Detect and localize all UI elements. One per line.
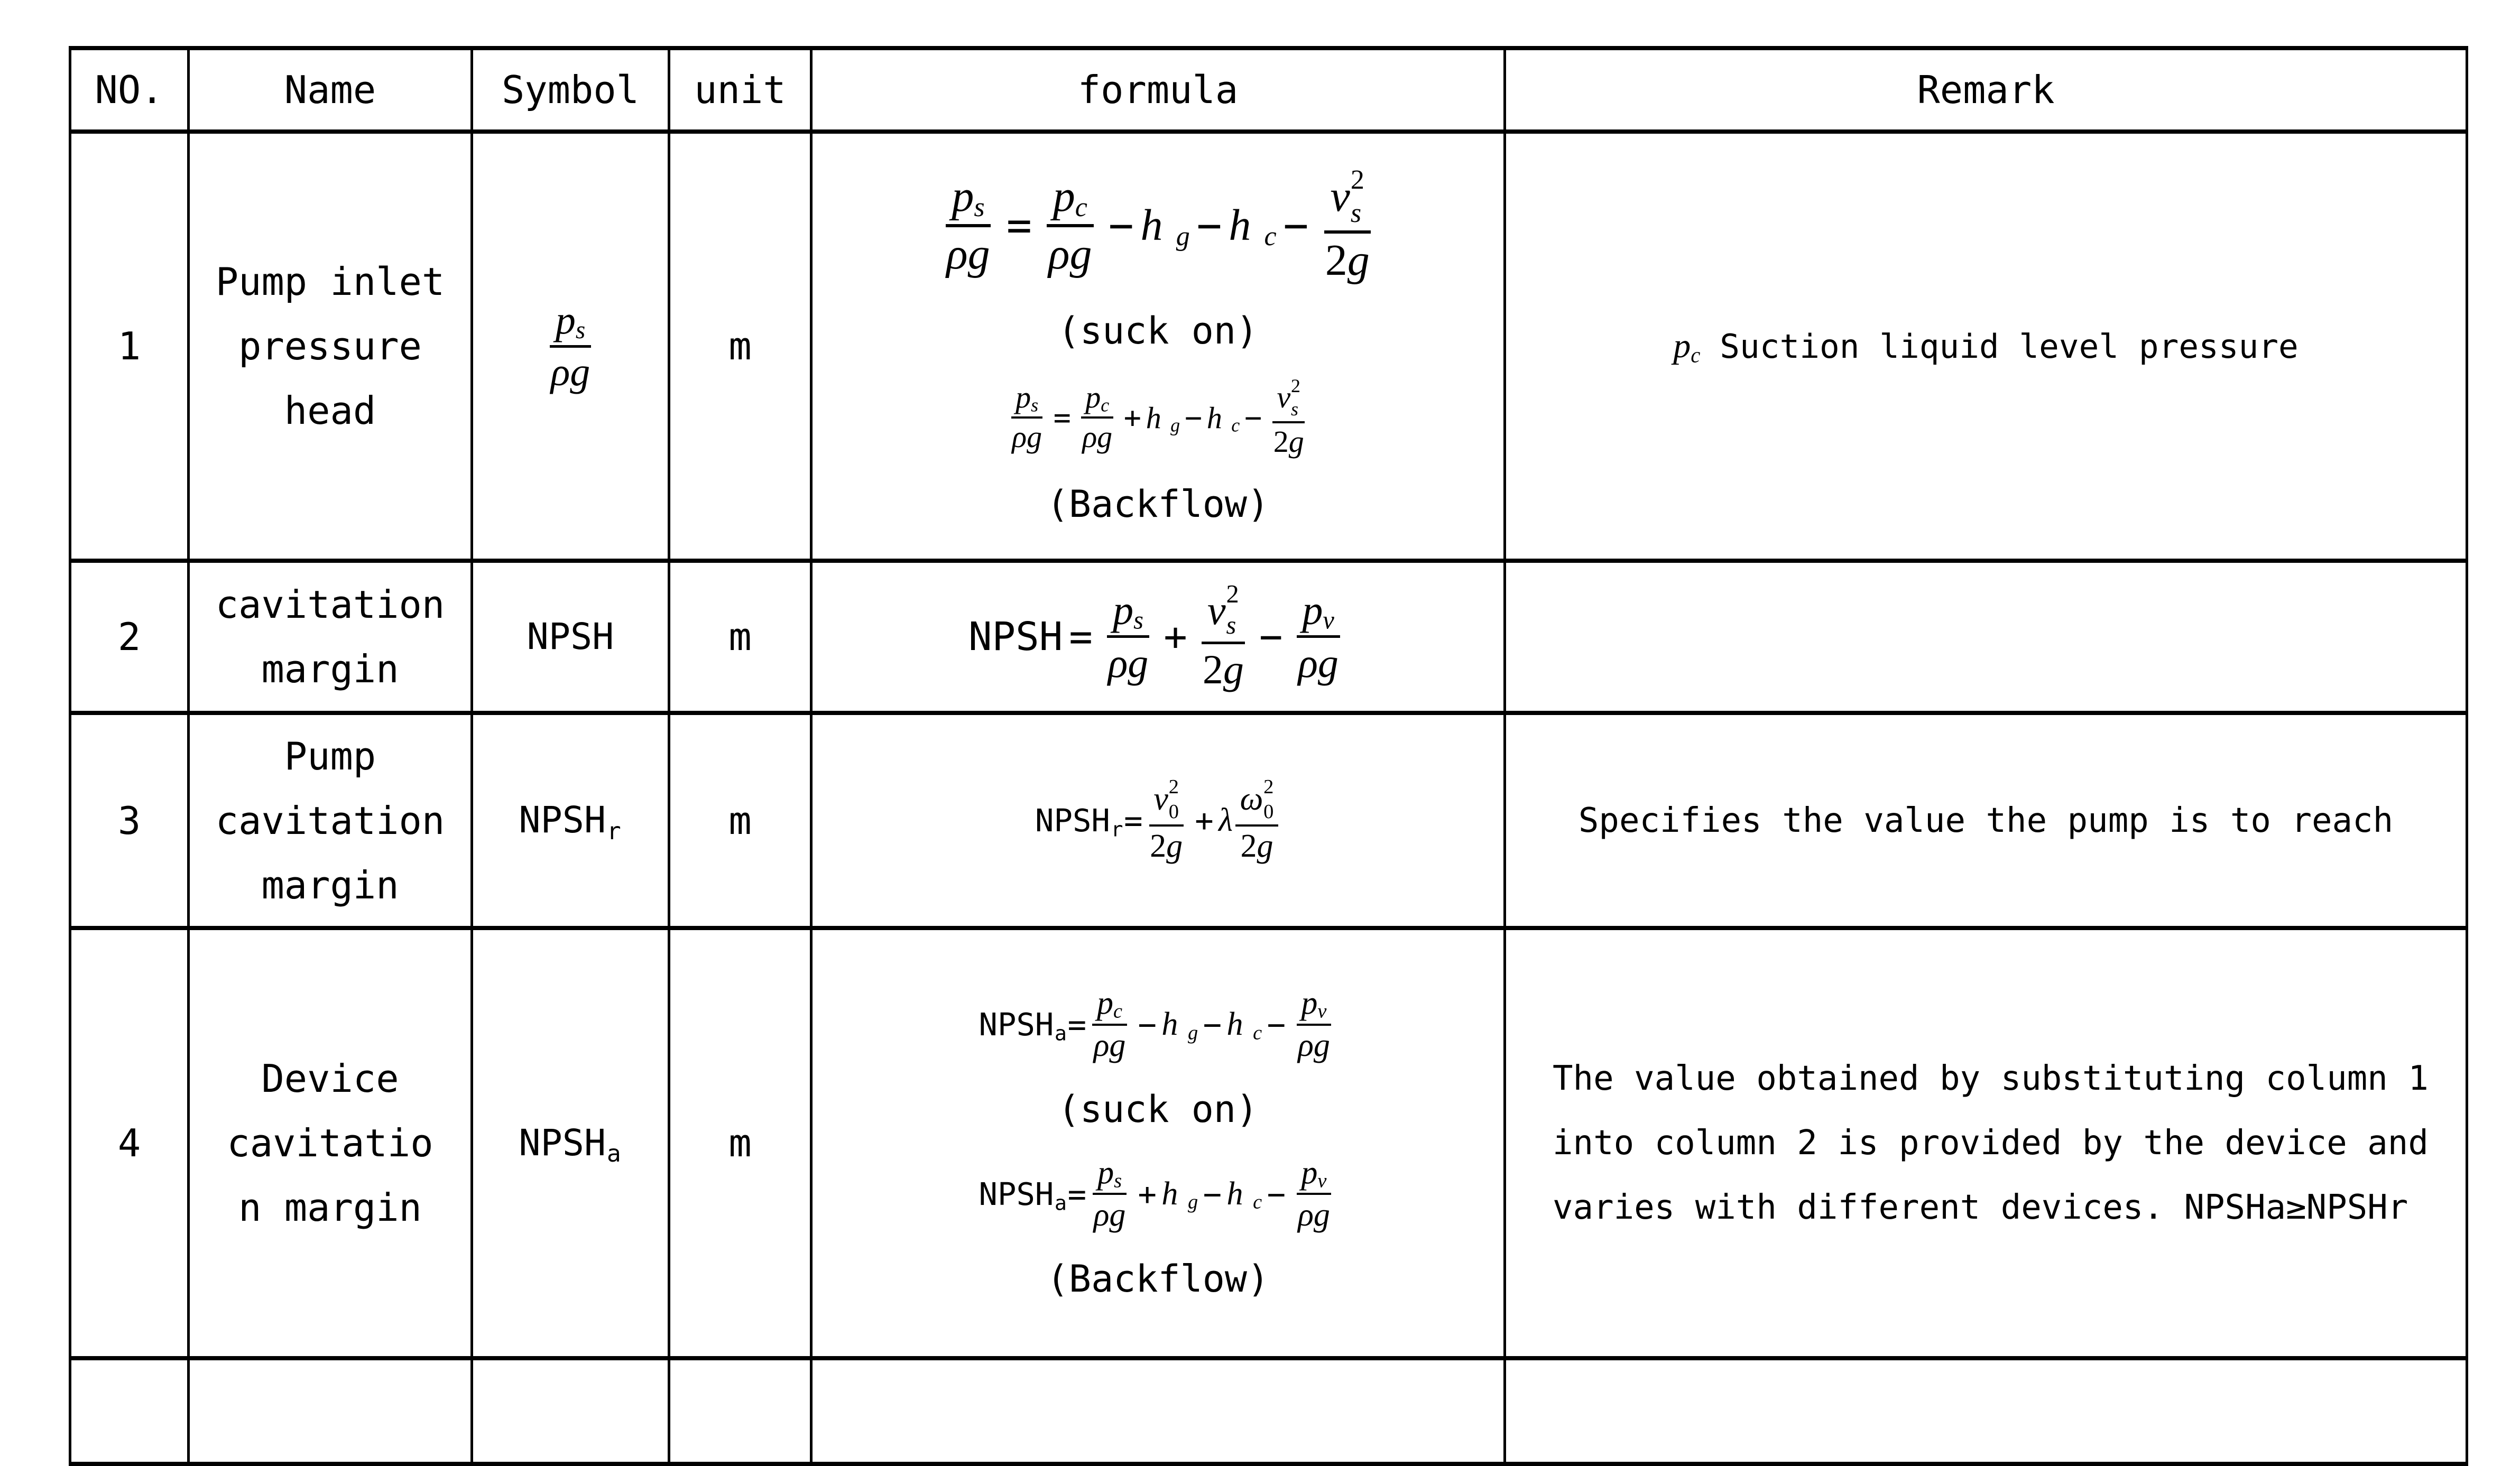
- fraction-numerator: [946, 173, 991, 227]
- math-fraction: [1235, 777, 1278, 864]
- remark-line: into column 2 is provided by the device and: [1553, 1124, 2429, 1163]
- math-subscript: 0: [1168, 800, 1179, 823]
- math-symbol: p: [1302, 587, 1323, 633]
- fraction-denominator: [1102, 638, 1154, 685]
- cell-formula: [813, 930, 1506, 1360]
- cell-no table-row-3: 3: [71, 715, 190, 930]
- name-line: Device: [261, 1056, 399, 1101]
- math-symbol: g: [1109, 1196, 1126, 1233]
- fraction-numerator: [550, 299, 591, 347]
- math-subscript: v: [1317, 1000, 1327, 1023]
- formula-line: [542, 299, 599, 394]
- math-subscript: v: [1323, 606, 1334, 635]
- math-text-subscript: r: [606, 817, 621, 845]
- fraction-numerator: [1081, 381, 1113, 419]
- math-symbol: 2: [1273, 424, 1289, 459]
- name-line: margin: [261, 862, 399, 907]
- math-text: NPSH: [1035, 802, 1110, 839]
- math-symbol: h: [1140, 201, 1163, 250]
- math-symbol: λ: [1219, 802, 1233, 838]
- math-subscript: c: [1264, 221, 1277, 252]
- math-fraction: [1293, 588, 1344, 685]
- math-text: NPSH: [519, 1122, 606, 1164]
- math-symbol: g: [570, 349, 590, 394]
- name-line: n margin: [238, 1185, 422, 1230]
- cell-unit: m: [670, 930, 813, 1360]
- cell-unit: [670, 1360, 813, 1466]
- fraction-numerator: [1272, 377, 1305, 423]
- remark-lines: [1506, 1046, 2466, 1240]
- math-fraction: [1319, 166, 1376, 285]
- math-operator: −: [1283, 201, 1309, 250]
- math-supsub: [1263, 777, 1273, 822]
- math-operator: +: [1123, 401, 1141, 435]
- math-symbol: v: [1153, 781, 1168, 818]
- cell-no table-row-4: 4: [71, 930, 190, 1360]
- math-symbol: h: [1146, 400, 1161, 435]
- math-subscript: s: [1226, 611, 1236, 640]
- math-symbol: p: [1301, 985, 1318, 1022]
- name-line: Pump: [284, 734, 376, 778]
- fraction-numerator: [1107, 588, 1149, 638]
- remark-lines: [1506, 788, 2466, 853]
- math-operator: −: [1203, 1175, 1222, 1212]
- column-header-unit: unit: [670, 50, 813, 134]
- math-superscript: 2: [1263, 776, 1274, 799]
- column-header-formula: formula: [813, 50, 1506, 134]
- fraction-denominator: [940, 227, 996, 279]
- name-line: pressure: [238, 324, 422, 368]
- fraction-numerator: [1149, 777, 1184, 827]
- cell-unit: m: [670, 715, 813, 930]
- name-line: cavitatio: [227, 1121, 433, 1165]
- cell-formula: [813, 715, 1506, 930]
- math-operator: −: [1244, 401, 1262, 435]
- math-operator: +: [1195, 802, 1214, 839]
- cell-symbol: [473, 930, 670, 1360]
- formula-line: [937, 166, 1379, 285]
- fraction-numerator: [1324, 166, 1371, 234]
- math-symbol: 2: [1202, 646, 1223, 692]
- formula-line: [1005, 377, 1310, 459]
- math-text: NPSH: [968, 614, 1063, 660]
- math-symbol: g: [1097, 420, 1113, 454]
- math-symbol: ρ: [1298, 639, 1318, 686]
- fraction-denominator: [1236, 827, 1278, 864]
- math-operator: +: [1164, 614, 1187, 660]
- math-fraction: [940, 173, 996, 278]
- math-fraction: [1089, 1155, 1130, 1233]
- math-subscript: s: [1031, 394, 1039, 416]
- math-text: =: [1124, 802, 1143, 839]
- math-fraction: [1078, 381, 1116, 453]
- name-line: Pump inlet: [215, 259, 445, 304]
- cell-name: [190, 715, 473, 930]
- formula-line: [1673, 326, 2299, 366]
- math-operator: =: [1006, 201, 1032, 250]
- math-symbol: g: [1317, 639, 1339, 686]
- fraction-denominator: [1145, 827, 1187, 864]
- math-symbol: h: [1161, 1006, 1178, 1043]
- math-symbol: p: [1097, 985, 1113, 1022]
- math-text: =: [1067, 1006, 1087, 1043]
- math-fraction: [545, 299, 596, 394]
- math-subscript: g: [1170, 414, 1180, 436]
- fraction-denominator: [1197, 644, 1250, 692]
- math-symbol: ω: [1240, 781, 1263, 818]
- fraction-denominator: [1042, 227, 1098, 279]
- math-fraction: [1145, 777, 1187, 864]
- fraction-denominator: [1293, 1026, 1334, 1063]
- formula-line: [1035, 777, 1281, 864]
- math-symbol: ρ: [1107, 639, 1128, 686]
- name-line: cavitation: [215, 798, 445, 843]
- cell-symbol: [473, 715, 670, 930]
- math-text-subscript: r: [1111, 818, 1123, 842]
- math-supsub: [1351, 166, 1364, 228]
- cell-remark: [1506, 134, 2468, 563]
- cell-unit: m: [670, 563, 813, 715]
- cell-name: [190, 1360, 473, 1466]
- math-subscript: c: [1075, 192, 1087, 223]
- math-operator: +: [1138, 1175, 1157, 1212]
- math-symbol: g: [1069, 229, 1092, 279]
- remark-line: varies with different devices. NPSHa≥NPSHr: [1553, 1188, 2408, 1227]
- math-superscript: 2: [1226, 580, 1239, 609]
- math-text: NPSH: [979, 1006, 1054, 1043]
- math-symbol: h: [1229, 201, 1251, 250]
- cell-name: [190, 930, 473, 1360]
- fraction-numerator: [1047, 173, 1094, 227]
- math-fraction: [1269, 377, 1308, 459]
- cell-remark: [1506, 1360, 2468, 1466]
- math-superscript: 2: [1350, 164, 1364, 195]
- cell-formula: [813, 1360, 1506, 1466]
- math-supsub: [1169, 777, 1179, 822]
- math-fraction: [1293, 986, 1334, 1063]
- math-symbol: p: [555, 298, 576, 343]
- cell-remark: [1506, 930, 2468, 1360]
- math-symbol: 2: [1240, 828, 1257, 865]
- math-operator: −: [1259, 614, 1283, 660]
- fraction-numerator: [1297, 588, 1340, 638]
- math-symbol: p: [1016, 380, 1031, 415]
- math-operator: −: [1138, 1006, 1157, 1043]
- math-text: NPSH: [979, 1175, 1054, 1212]
- fraction-denominator: [545, 348, 596, 394]
- math-symbol: 2: [1325, 236, 1347, 285]
- fraction-denominator: [1269, 423, 1308, 459]
- math-subscript: s: [1114, 1170, 1122, 1192]
- column-header-symbol: Symbol: [473, 50, 670, 134]
- formula-line: [968, 582, 1347, 691]
- column-header-no: NO.: [71, 50, 190, 134]
- math-fraction: [1197, 582, 1250, 691]
- math-operator: =: [1053, 401, 1071, 435]
- math-supsub: [1291, 377, 1300, 419]
- math-symbol: ρ: [1012, 420, 1027, 454]
- fraction-numerator: [1235, 777, 1278, 827]
- math-text: NPSH: [527, 616, 614, 658]
- math-subscript: s: [575, 316, 586, 344]
- math-fraction: [1089, 986, 1130, 1063]
- math-symbol: g: [1109, 1027, 1126, 1064]
- math-symbol: p: [952, 172, 974, 221]
- math-subscript: v: [1317, 1170, 1327, 1192]
- math-symbol: ρ: [1082, 420, 1097, 454]
- math-symbol: ρ: [946, 229, 968, 279]
- math-operator: −: [1267, 1006, 1286, 1043]
- math-subscript: s: [1291, 398, 1298, 420]
- math-subscript: c: [1253, 1022, 1262, 1044]
- formula-line: [519, 800, 622, 845]
- math-text-subscript: a: [1054, 1022, 1067, 1046]
- fraction-denominator: [1319, 234, 1376, 285]
- cell-symbol: [473, 1360, 670, 1466]
- math-subscript: c: [1691, 342, 1701, 367]
- math-subscript: c: [1101, 394, 1110, 416]
- pump-formula-table: [69, 46, 2468, 1466]
- name-line: cavitation: [215, 582, 445, 627]
- math-symbol: v: [1330, 172, 1350, 221]
- math-symbol: p: [1301, 1155, 1318, 1191]
- math-symbol: p: [1113, 587, 1134, 633]
- math-symbol: v: [1207, 587, 1226, 633]
- cell-symbol: [473, 134, 670, 563]
- cell-name: [190, 563, 473, 715]
- cell-no table-row-5: [71, 1360, 190, 1466]
- math-symbol: g: [1128, 639, 1149, 686]
- fraction-denominator: [1293, 638, 1344, 685]
- cell-unit: m: [670, 134, 813, 563]
- math-symbol: g: [967, 229, 990, 279]
- math-symbol: h: [1226, 1006, 1243, 1043]
- math-symbol: g: [1166, 828, 1183, 865]
- math-subscript: g: [1176, 221, 1190, 252]
- math-symbol: v: [1277, 380, 1291, 415]
- math-operator: −: [1108, 201, 1134, 250]
- cell-remark: [1506, 715, 2468, 930]
- fraction-denominator: [1078, 419, 1116, 454]
- math-symbol: g: [1027, 420, 1042, 454]
- math-operator: −: [1203, 1006, 1222, 1043]
- fraction-numerator: [1093, 1155, 1126, 1195]
- math-symbol: g: [1288, 424, 1304, 459]
- fraction-denominator: [1089, 1195, 1130, 1232]
- math-symbol: ρ: [1093, 1027, 1110, 1064]
- name-line: margin: [261, 647, 399, 691]
- math-subscript: g: [1187, 1191, 1198, 1213]
- cell-name: [190, 134, 473, 563]
- math-symbol: ρ: [550, 349, 570, 394]
- math-operator: −: [1184, 401, 1203, 435]
- cell-no table-row-1: 1: [71, 134, 190, 563]
- remark-line: The value obtained by substituting column 1: [1553, 1059, 2429, 1098]
- math-supsub: [1226, 582, 1239, 638]
- math-text: NPSH: [519, 800, 606, 841]
- math-symbol: ρ: [1298, 1196, 1314, 1233]
- math-symbol: h: [1206, 400, 1222, 435]
- math-subscript: s: [974, 192, 985, 223]
- math-symbol: ρ: [1093, 1196, 1110, 1233]
- formula-caption: (Backflow): [1046, 1257, 1270, 1301]
- math-symbol: p: [1673, 327, 1691, 365]
- formula-line: [527, 616, 614, 658]
- math-fraction: [1008, 381, 1046, 453]
- math-fraction: [1102, 588, 1154, 685]
- math-operator: −: [1267, 1175, 1286, 1212]
- fraction-numerator: [1092, 986, 1127, 1025]
- math-symbol: g: [1313, 1196, 1330, 1233]
- cell-no table-row-2: 2: [71, 563, 190, 715]
- formula-line: [979, 1155, 1337, 1233]
- math-subscript: c: [1253, 1191, 1262, 1213]
- math-operator: =: [1069, 614, 1093, 660]
- math-symbol: g: [1347, 236, 1370, 285]
- math-text-subscript: a: [606, 1140, 621, 1168]
- math-text: =: [1067, 1175, 1087, 1212]
- column-header-remark: Remark: [1506, 50, 2468, 134]
- math-symbol: p: [1085, 380, 1101, 415]
- math-subscript: s: [1133, 606, 1143, 635]
- cell-formula: [813, 134, 1506, 563]
- cell-formula: [813, 563, 1506, 715]
- math-text: Suction liquid level pressure: [1720, 327, 2299, 366]
- math-symbol: g: [1257, 828, 1273, 865]
- formula-caption: (Backflow): [1046, 483, 1270, 526]
- math-symbol: p: [1053, 172, 1075, 221]
- name-line: head: [284, 388, 376, 433]
- math-subscript: c: [1113, 1000, 1123, 1023]
- remark-line: Specifies the value the pump is to reach: [1578, 801, 2394, 840]
- math-symbol: ρ: [1048, 229, 1070, 279]
- math-symbol: ρ: [1298, 1027, 1314, 1064]
- math-symbol: h: [1226, 1175, 1243, 1212]
- fraction-numerator: [1011, 381, 1042, 419]
- cell-remark: [1506, 563, 2468, 715]
- math-symbol: g: [1313, 1027, 1330, 1064]
- math-text-subscript: a: [1054, 1191, 1067, 1216]
- cell-symbol: [473, 563, 670, 715]
- fraction-numerator: [1297, 986, 1331, 1025]
- fraction-numerator: [1202, 582, 1245, 644]
- math-symbol: h: [1161, 1175, 1178, 1212]
- fraction-numerator: [1297, 1155, 1331, 1195]
- math-symbol: 2: [1150, 828, 1167, 865]
- formula-line: [979, 986, 1337, 1063]
- math-superscript: 2: [1168, 776, 1179, 799]
- math-subscript: s: [1350, 198, 1362, 229]
- formula-line: [519, 1122, 622, 1168]
- math-subscript: 0: [1263, 800, 1274, 823]
- math-symbol: g: [1223, 646, 1244, 692]
- fraction-denominator: [1293, 1195, 1334, 1232]
- math-subscript: c: [1231, 414, 1240, 436]
- fraction-denominator: [1089, 1026, 1130, 1063]
- fraction-denominator: [1008, 419, 1046, 454]
- math-fraction: [1293, 1155, 1334, 1233]
- math-subscript: g: [1187, 1022, 1198, 1044]
- math-fraction: [1042, 173, 1098, 278]
- math-symbol: p: [1097, 1155, 1114, 1191]
- formula-caption: (suck on): [1057, 309, 1259, 352]
- formula-caption: (suck on): [1057, 1088, 1259, 1131]
- math-superscript: 2: [1291, 375, 1300, 396]
- math-operator: −: [1196, 201, 1222, 250]
- column-header-name: Name: [190, 50, 473, 134]
